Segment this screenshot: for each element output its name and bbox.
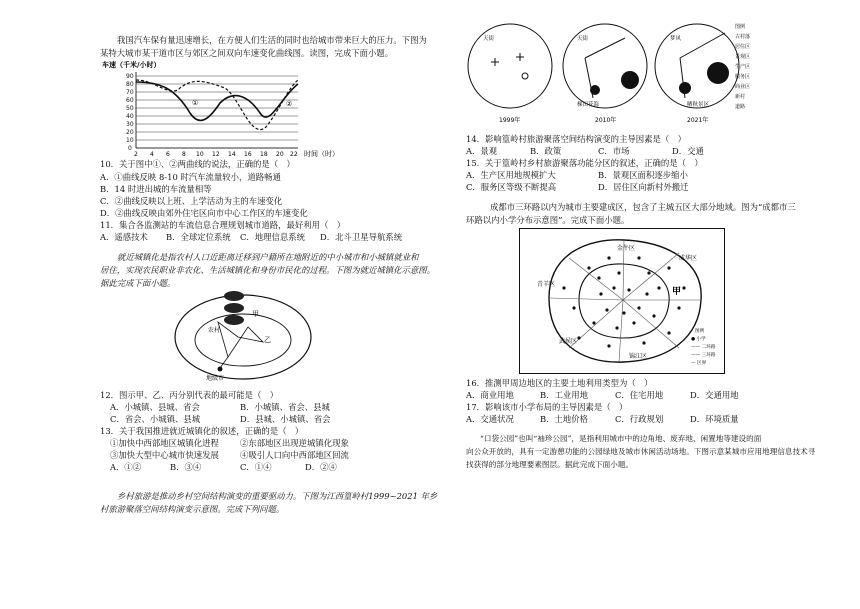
q13-statement-2: ②东部地区出现逆城镇化现象 (240, 438, 349, 448)
svg-text:12: 12 (212, 151, 220, 158)
q15-stem: 15．关于篁岭村乡村旅游聚落功能分区的叙述，正确的是（ ） (466, 158, 703, 168)
intro-rural-line1: 乡村旅游是推动乡村空间结构演变的重要驱动力。下图为江西篁岭村1999~2021 年乡 (117, 491, 438, 501)
svg-text:40: 40 (126, 113, 134, 120)
map-left: 青羊区 (537, 281, 556, 288)
chengdu-school-map (519, 228, 725, 374)
map-bottom: 锦江区 (629, 353, 648, 360)
q11-option-d: D．北斗卫星导航系统 (320, 232, 403, 242)
label-village: 农村 (208, 327, 221, 334)
label-yi: 乙 (264, 336, 271, 344)
v1-tianjie: 天街 (483, 36, 495, 42)
q11-option-a: A．遥感技术 (100, 232, 148, 242)
q14-option-a: A．景观 (466, 146, 498, 156)
map-top: 金牛区 (617, 245, 636, 252)
intro-urban-line1: 就近城镇化是指农村人口近距离迁移到户籍所在地附近的中小城市和小城镇就业和 (117, 252, 419, 262)
q11-option-c: C．地理信息系统 (240, 232, 306, 242)
q10-option-a: A．①曲线反映 8-10 时汽车流量较小，道路畅通 (100, 172, 281, 182)
q12-stem: 12．图示甲、乙、丙分别代表的最可能是（ ） (100, 390, 279, 400)
map-right: 成华区 (679, 255, 698, 262)
q10-stem: 10．关于图中①、②两曲线的说法，正确的是（ ） (100, 159, 295, 169)
q17-option-c: C．行政规划 (615, 414, 664, 424)
svg-text:4: 4 (150, 151, 154, 158)
legend-2: 景观区 (735, 54, 751, 60)
intro-park-line3: 找获得的部分地理要素图层。据此完成下面小题。 (466, 460, 634, 469)
legend-6: 新村 (735, 94, 746, 100)
v3-shuikou: 晒秋景区 (687, 102, 710, 108)
map-legend-2: —— 二环路 (691, 345, 716, 350)
q13-stem: 13．关于我国推进就近城镇化的叙述，正确的是（ ） (100, 426, 304, 436)
intro-car-line1: 我国汽车保有量迅速增长，在方便人们生活的同时也给城市带来巨大的压力。下图为 (117, 35, 427, 45)
urbanization-figure (168, 282, 318, 382)
chart-ylabel: 车速（千米/小时） (102, 61, 161, 69)
svg-text:30: 30 (126, 121, 134, 128)
v2-tianjie: 天街 (577, 36, 589, 42)
svg-text:50: 50 (126, 105, 134, 112)
svg-text:18: 18 (260, 151, 268, 158)
label-jia: 甲 (252, 310, 259, 318)
svg-text:8: 8 (182, 151, 186, 158)
q13-option-b: B．③④ (170, 462, 202, 472)
legend-3: 生产区 (735, 64, 751, 70)
q10-option-c: C．②曲线反映以上班、上学活动为主的车速变化 (100, 196, 283, 206)
intro-park-line1: “口袋公园”也叫“袖珍公园”，是指利用城市中的边角地、废弃地、闲置地等建设的面 (480, 434, 762, 443)
q12-option-b: B．小城镇、省会、县城 (240, 402, 330, 412)
legend-7: 道路 (735, 104, 746, 110)
svg-text:20: 20 (126, 129, 134, 136)
legend-title: 图例 (735, 24, 746, 30)
intro-urban-line2: 居住，实现农民职业非农化、生活城镇化和身份市民化的过程。下图为就近城镇化示意图。 (100, 265, 435, 275)
svg-text:22: 22 (290, 151, 298, 158)
q16-option-d: D．交通用地 (690, 390, 739, 400)
q11-option-b: B．全球定位系统 (166, 232, 231, 242)
intro-car-line2: 某特大城市某干道市区与郊区之间双向车速变化曲线图。读图，完成下面小题。 (100, 48, 394, 58)
village-evolution-figure (465, 18, 765, 130)
q10-option-d: D．②曲线反映由郊外住宅区向市中心工作区的车速变化 (100, 208, 308, 218)
intro-urban-line3: 据此完成下面小题。 (100, 278, 176, 288)
svg-text:60: 60 (126, 97, 134, 104)
intro-chengdu-line2: 环路以内小学分布示意图”。完成下面小题。 (466, 215, 630, 225)
q16-option-a: A．商业用地 (466, 390, 514, 400)
q11-stem: 11．集合各监测站的车流信息合理规划城市道路，最好利用（ ） (100, 220, 346, 230)
q14-option-b: B．政策 (530, 146, 562, 156)
year-1999: 1999年 (499, 117, 521, 124)
q12-option-d: D．县城、小城镇、省会 (240, 414, 331, 424)
q16-option-b: B．工业用地 (540, 390, 589, 400)
intro-park-line2: 向公众开放的，具有一定游憩功能的公园绿地及城市休闲活动场地。下图示意某城市应用地理信息技术寻 (466, 447, 816, 456)
svg-text:20: 20 (276, 151, 284, 158)
q15-option-b: B．景观区面积逐步缩小 (598, 170, 688, 180)
q13-statement-4: ④吸引人口向中西部地区回流 (240, 450, 349, 460)
year-2010: 2010年 (595, 117, 617, 124)
q13-statement-3: ③加快大型中心城市快速发展 (110, 450, 219, 460)
v2-old: 梯田花海 (577, 102, 600, 108)
map-legend-0: 图例 (695, 329, 705, 334)
svg-text:10: 10 (196, 151, 204, 158)
svg-text:90: 90 (126, 73, 134, 80)
map-legend-4: — 区界 (691, 361, 707, 366)
legend-5: 商业区 (735, 84, 751, 90)
svg-text:14: 14 (228, 151, 236, 158)
svg-text:2: 2 (134, 151, 138, 158)
curve-2 (136, 80, 298, 130)
q17-stem: 17．影响该市小学布局的主导因素是（ ） (466, 402, 628, 412)
curve2-label: ② (286, 100, 293, 108)
q17-option-d: D．环境质量 (690, 414, 739, 424)
q15-option-d: D．居住区向新村外搬迁 (598, 182, 689, 192)
speed-chart (100, 58, 340, 158)
q16-stem: 16．推测甲周边地区的主要土地利用类型为（ ） (466, 378, 653, 388)
legend-4: 服务区 (735, 74, 751, 80)
map-bl: 武侯区 (559, 338, 578, 345)
map-legend-1: ● 小学 (691, 337, 706, 342)
q13-option-a: A．①② (110, 462, 142, 472)
v3-mengfeng: 梦风 (670, 36, 682, 42)
year-2021: 2021年 (687, 117, 709, 124)
q15-option-c: C．服务区等级不断提高 (466, 182, 557, 192)
legend-1: 居住区 (735, 44, 751, 50)
svg-text:80: 80 (126, 81, 134, 88)
q14-stem: 14．影响篁岭村旅游聚落空间结构演变的主导因素是（ ） (466, 134, 687, 144)
svg-text:6: 6 (166, 151, 170, 158)
map-legend-3: —— 三环路 (691, 353, 716, 358)
q17-option-b: B．土地价格 (540, 414, 589, 424)
map-jia: 甲 (672, 287, 682, 297)
chart-xlabel: 时间（时） (304, 150, 339, 158)
svg-text:70: 70 (126, 89, 134, 96)
q15-option-a: A．生产区用地规模扩大 (466, 170, 556, 180)
label-city: 地级市 (206, 375, 225, 382)
svg-text:16: 16 (244, 151, 252, 158)
q14-option-c: C．市场 (598, 146, 630, 156)
q13-option-d: D．②④ (305, 462, 337, 472)
q10-option-b: B．14 时进出城的车流量相等 (100, 184, 212, 194)
svg-text:0: 0 (128, 145, 132, 152)
q13-statement-1: ①加快中西部地区城镇化进程 (110, 438, 219, 448)
q16-option-c: C．住宅用地 (615, 390, 664, 400)
q12-option-c: C．省会、小城镇、县城 (110, 414, 201, 424)
legend-0: 古村落 (735, 34, 751, 40)
curve1-label: ① (192, 99, 199, 107)
svg-text:10: 10 (126, 137, 134, 144)
q14-option-d: D．交通 (672, 146, 704, 156)
intro-rural-line2: 村旅游聚落空间结构演变示意图。完成下列问题。 (100, 504, 285, 514)
intro-chengdu-line1: 成都市三环路以内为城市主要建成区，包含了主城五区大部分地域。图为“成都市三 (490, 202, 796, 212)
q17-option-a: A．交通状况 (466, 414, 514, 424)
q13-option-c: C．①④ (240, 462, 272, 472)
q12-option-a: A．小城镇、县城、省会 (110, 402, 200, 412)
